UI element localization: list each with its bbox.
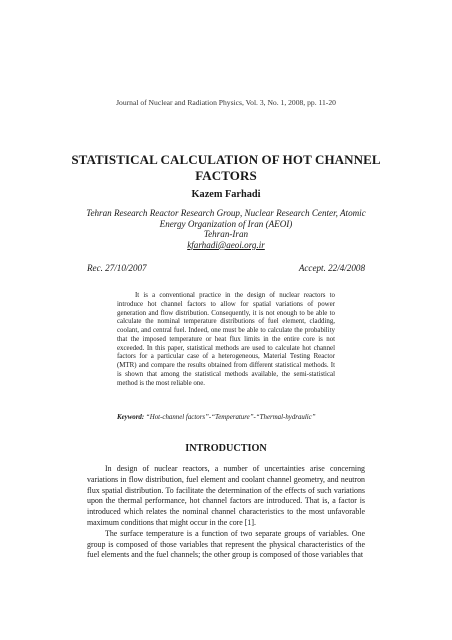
abstract-text: It is a conventional practice in the design of nuclear reactors to introduce hot channel factors to allow for spatial variations of power generation and flow distribution. Consequently, it is not enough to be able to calculate the nominal temperature distributions of fuel element, cladding, coolant, and central fuel. Indeed, one must be able to calculate the probability that the imposed temperature or heat flux limits in the entire core is not exceeded. In this paper, statistical methods are used to calculate hot channel factors for a particular case of a heterogeneous, Material Testing Reactor (MTR) and compare the results obtained from different statistical methods. It is shown that among the statistical methods available, the semi-statistical method is the most reliable one. bbox=[117, 292, 335, 387]
keywords bbox=[117, 414, 357, 421]
keywords-label: Keyword: bbox=[117, 414, 145, 421]
author-affiliation bbox=[48, 208, 404, 250]
journal-citation: Journal of Nuclear and Radiation Physics, Vol. 3, No. 1, 2008, pp. 11-20 bbox=[116, 98, 336, 107]
body-paragraph: In design of nuclear reactors, a number of uncertainties arise concerning variations in flow distribution, fuel element and coolant channel geometry, and neutron flux spatial distribution. To facilitate the determination of the effects of such variations upon the thermal performance, hot channel factors are introduced. That is, a factor is introduced which relates the nominal channel characteristics to the most unfavorable maximum conditions that might occur in the core [1]. bbox=[87, 464, 365, 527]
body-paragraph: The surface temperature is a function of two separate groups of variables. One group is composed of those variables that represent the physical characteristics of the fuel elements and the fuel channels; the other group is composed of those variables that bbox=[87, 528, 365, 560]
abstract bbox=[117, 292, 335, 388]
section-heading-introduction: INTRODUCTION bbox=[185, 443, 267, 454]
affiliation-line-2: Energy Organization of Iran (AEOI) bbox=[159, 218, 293, 229]
introduction-body bbox=[87, 464, 365, 561]
keywords-text: “Hot-channel factors”-“Temperature”-“Thermal-hydraulic” bbox=[145, 414, 316, 421]
accepted-date: Accept. 22/4/2008 bbox=[298, 263, 365, 273]
paper-title: STATISTICAL CALCULATION OF HOT CHANNEL FACTORS bbox=[71, 152, 381, 183]
received-date: Rec. 27/10/2007 bbox=[87, 263, 147, 273]
author-name: Kazem Farhadi bbox=[191, 189, 261, 200]
affiliation-line-1: Tehran Research Reactor Research Group, Nuclear Research Center, Atomic bbox=[86, 208, 366, 218]
affiliation-line-3: Tehran-Iran bbox=[203, 229, 249, 240]
author-email-link[interactable]: kfarhadi@aeoi.org.ir bbox=[187, 239, 265, 250]
